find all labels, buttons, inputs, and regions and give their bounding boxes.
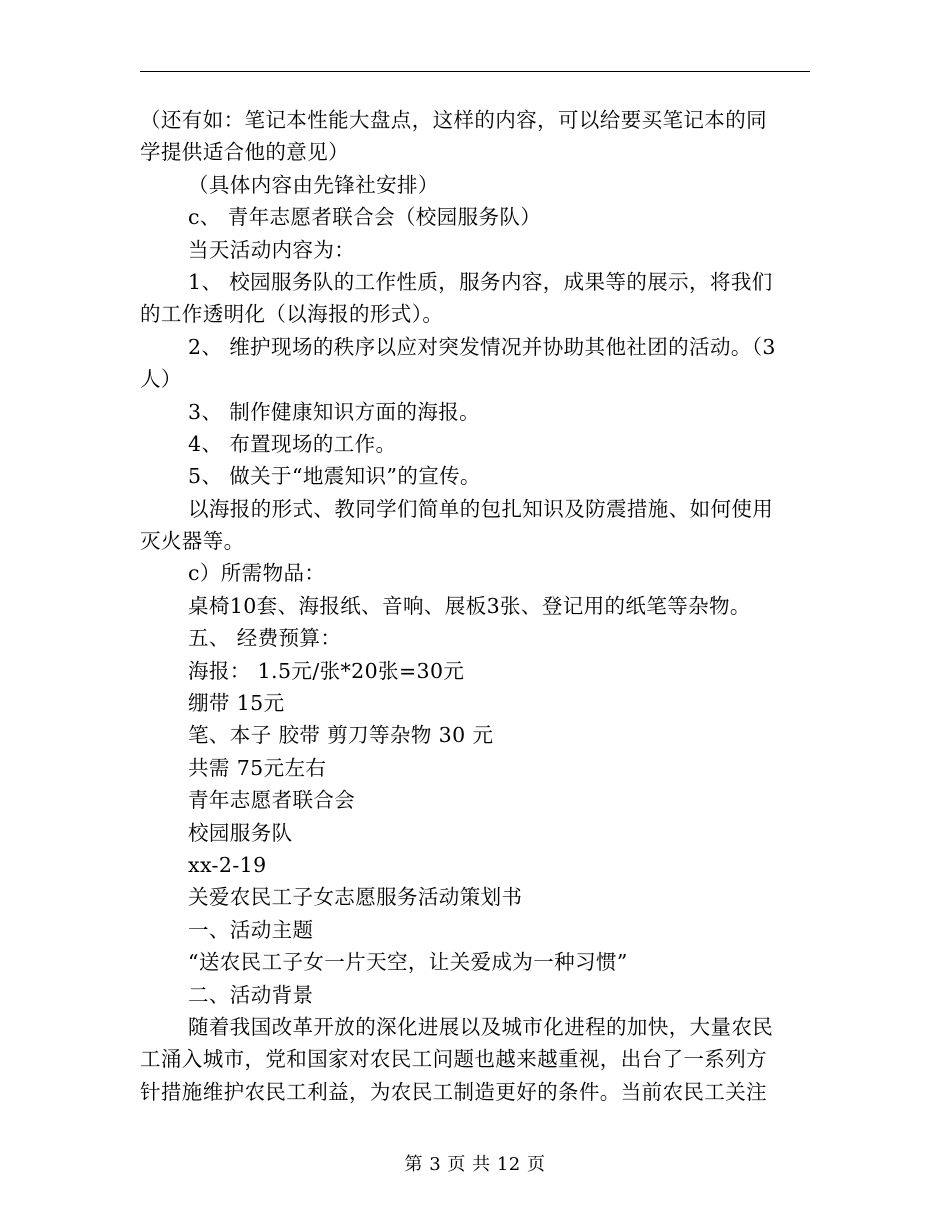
- text-line: “送农民工子女一片天空，让关爱成为一种习惯”: [188, 950, 628, 975]
- text-line: 海报： 1.5元/张*20张=30元: [188, 658, 465, 683]
- text-line: 关爱农民工子女志愿服务活动策划书: [188, 885, 523, 910]
- text-line: xx-2-19: [188, 852, 267, 877]
- text-line: 笔、本子 胶带 剪刀等杂物 30 元: [188, 723, 494, 748]
- text-line: 灭火器等。: [140, 529, 245, 554]
- text-line: 校园服务队: [188, 820, 293, 845]
- text-line: 4、 布置现场的工作。: [188, 431, 397, 456]
- text-line: 针措施维护农民工利益，为农民工制造更好的条件。当前农民工关注: [140, 1079, 767, 1104]
- text-line: 共需 75元左右: [188, 755, 327, 780]
- text-line: 青年志愿者联合会: [188, 788, 356, 813]
- page-number-footer: 第 3 页 共 12 页: [404, 1154, 546, 1175]
- header-rule: [140, 71, 810, 72]
- text-line: （具体内容由先锋社安排）: [188, 172, 439, 197]
- document-body: [140, 104, 812, 1108]
- text-line: 五、 经费预算：: [188, 626, 342, 651]
- text-line: 当天活动内容为：: [188, 237, 356, 262]
- text-line: 的工作透明化（以海报的形式）。: [140, 302, 444, 327]
- text-line: 1、 校园服务队的工作性质，服务内容，成果等的展示，将我们: [188, 269, 773, 294]
- text-line: 2、 维护现场的秩序以应对突发情况并协助其他社团的活动。（3: [188, 334, 776, 359]
- text-line: 工涌入城市，党和国家对农民工问题也越来越重视，出台了一系列方: [140, 1047, 767, 1072]
- text-line: c）所需物品：: [188, 561, 326, 586]
- text-line: c、 青年志愿者联合会（校园服务队）: [188, 205, 542, 230]
- text-line: 二、活动背景: [188, 982, 314, 1007]
- text-line: 随着我国改革开放的深化进展以及城市化进程的加快，大量农民: [188, 1014, 774, 1039]
- text-line: 5、 做关于“地震知识”的宣传。: [188, 464, 481, 489]
- text-line: 桌椅10套、海报纸、音响、展板3张、登记用的纸笔等杂物。: [188, 593, 751, 618]
- text-line: 学提供适合他的意见）: [140, 140, 349, 165]
- text-line: 人）: [140, 367, 182, 392]
- text-line: 3、 制作健康知识方面的海报。: [188, 399, 481, 424]
- text-line: 一、活动主题: [188, 917, 314, 942]
- text-line: （还有如：笔记本性能大盘点，这样的内容，可以给要买笔记本的同: [140, 108, 767, 132]
- text-line: 以海报的形式、教同学们简单的包扎知识及防震措施、如何使用: [188, 496, 774, 521]
- text-line: 绷带 15元: [188, 691, 285, 716]
